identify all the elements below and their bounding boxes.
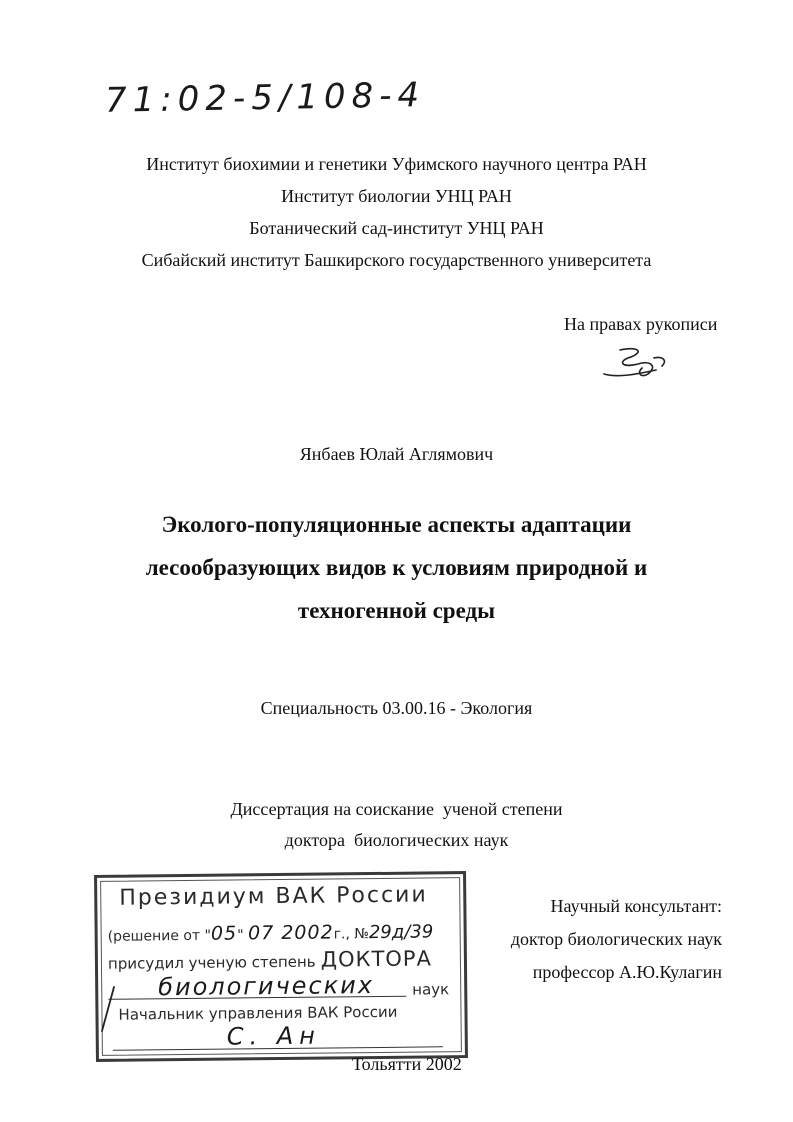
stamp-field: биологических xyxy=(158,971,375,1002)
manuscript-rights: На правах рукописи xyxy=(564,314,718,334)
stamp-month-year: 07 2002 xyxy=(247,921,334,945)
title-line: Эколого-популяционные аспекты адаптации xyxy=(161,512,632,537)
institutions-block xyxy=(0,148,793,276)
dissertation-title xyxy=(0,503,793,632)
consultant-degree: доктор биологических наук xyxy=(510,929,722,949)
title-line: лесообразующих видов к условиям природной и xyxy=(145,555,648,580)
vak-stamp xyxy=(94,871,468,1062)
degree-block xyxy=(0,794,793,856)
author-name: Янбаев Юлай Аглямович xyxy=(299,444,494,464)
stamp-awarded-line xyxy=(108,946,432,973)
title-line: техногенной среды xyxy=(297,598,496,623)
archive-code: 71:02-5/108-4 xyxy=(104,75,426,121)
stamp-quote: " xyxy=(237,927,244,944)
stamp-decision-line xyxy=(108,920,434,945)
city-year: Тольятти 2002 xyxy=(352,1054,462,1074)
consultant-name: профессор А.Ю.Кулагин xyxy=(532,962,722,982)
stamp-degree: ДОКТОРА xyxy=(320,946,433,972)
pen-mark xyxy=(98,985,118,1035)
degree-line: Диссертация на соискание ученой степени xyxy=(230,799,563,819)
institution-line: Ботанический сад-институт УНЦ РАН xyxy=(249,218,544,238)
stamp-awarded: присудил ученую степень xyxy=(107,952,316,973)
degree-line: доктора биологических наук xyxy=(284,830,509,850)
stamp-head: Начальник управления ВАК России xyxy=(118,1002,398,1024)
author-signature xyxy=(598,344,673,384)
stamp-year-suffix: г., № xyxy=(333,926,370,943)
institution-line: Институт биохимии и генетики Уфимского научного центра РАН xyxy=(146,154,647,174)
consultant-block xyxy=(490,890,722,989)
stamp-day: 05 xyxy=(210,922,238,945)
institution-line: Сибайский институт Башкирского государственного университета xyxy=(141,250,652,270)
specialty: Специальность 03.00.16 - Экология xyxy=(260,698,533,718)
institution-line: Институт биологии УНЦ РАН xyxy=(281,186,512,206)
stamp-sciences: наук xyxy=(412,980,450,999)
stamp-decision-prefix: (решение от " xyxy=(107,927,212,945)
stamp-number: 29д/39 xyxy=(368,921,434,944)
consultant-label: Научный консультант: xyxy=(550,896,722,916)
stamp-header: Президиум ВАК России xyxy=(119,882,428,911)
stamp-signature: С. Ан xyxy=(226,1021,321,1051)
